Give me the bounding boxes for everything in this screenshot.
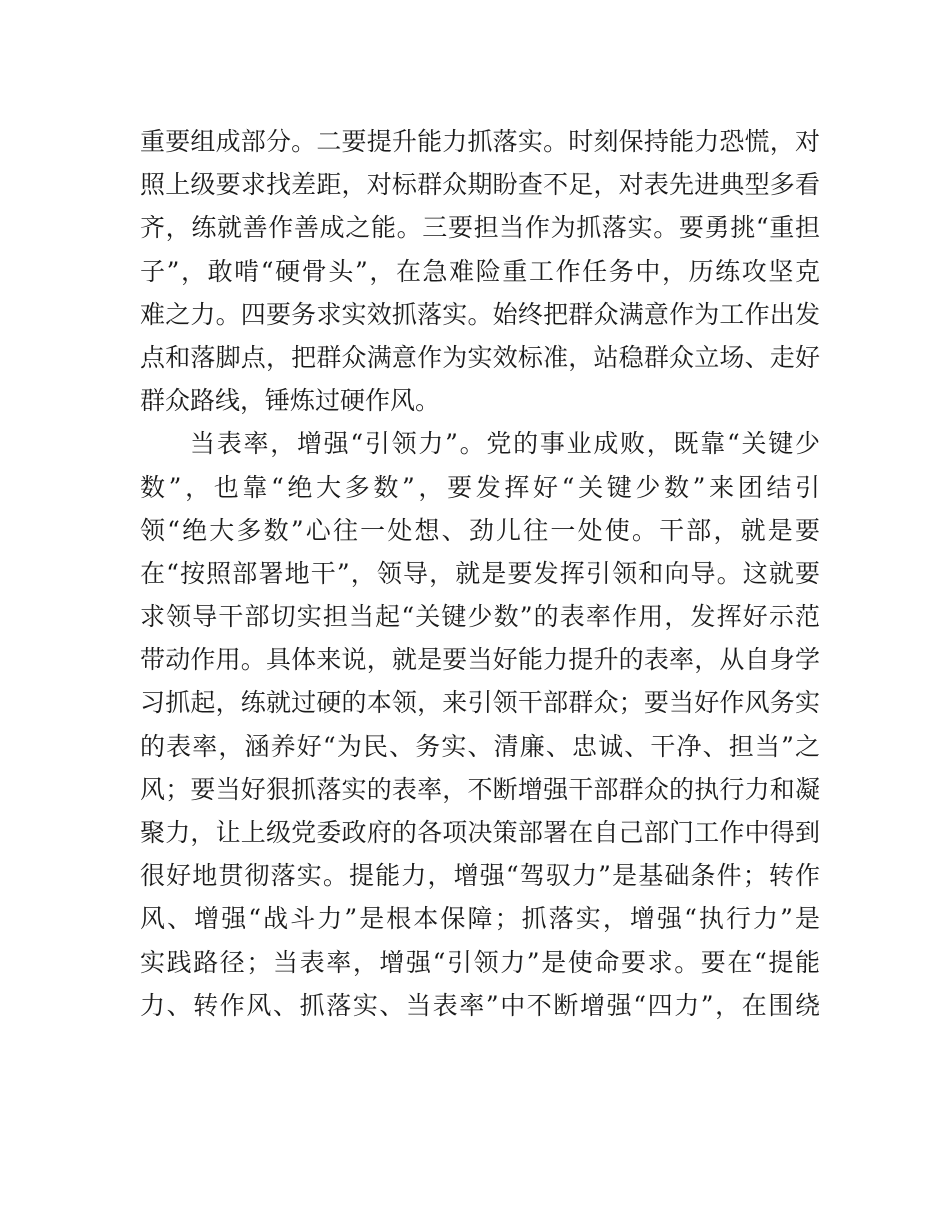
text-line: 习抓起，练就过硬的本领，来引领干部群众；要当好作风务实 [140, 688, 820, 718]
document-body [140, 120, 820, 1027]
text-line: 点和落脚点，把群众满意作为实效标准，站稳群众立场、走好 [140, 342, 820, 372]
text-line: 群众路线，锤炼过硬作风。 [140, 386, 441, 416]
text-line: 齐，练就善作善成之能。三要担当作为抓落实。要勇挑“重担 [140, 213, 820, 243]
text-line: 求领导干部切实担当起“关键少数”的表率作用，发挥好示范 [140, 602, 820, 632]
text-line: 照上级要求找差距，对标群众期盼查不足，对表先进典型多看 [140, 170, 820, 200]
text-line: 带动作用。具体来说，就是要当好能力提升的表率，从自身学 [140, 645, 820, 675]
text-line: 子”，敢啃“硬骨头”，在急难险重工作任务中，历练攻坚克 [140, 256, 820, 286]
text-line: 力、转作风、抓落实、当表率”中不断增强“四力”，在围绕 [140, 990, 820, 1020]
text-line: 风；要当好狠抓落实的表率，不断增强干部群众的执行力和凝 [140, 774, 820, 804]
text-line: 风、增强“战斗力”是根本保障；抓落实，增强“执行力”是 [140, 904, 820, 934]
text-line: 当表率，增强“引领力”。党的事业成败，既靠“关键少 [190, 429, 820, 459]
text-line: 数”，也靠“绝大多数”，要发挥好“关键少数”来团结引 [140, 472, 820, 502]
text-line: 在“按照部署地干”，领导，就是要发挥引领和向导。这就要 [140, 558, 820, 588]
paragraph-1 [140, 120, 820, 422]
text-line: 的表率，涵养好“为民、务实、清廉、忠诚、干净、担当”之 [140, 731, 820, 761]
text-line: 重要组成部分。二要提升能力抓落实。时刻保持能力恐慌，对 [140, 127, 820, 156]
text-line: 聚力，让上级党委政府的各项决策部署在自己部门工作中得到 [140, 818, 820, 847]
paragraph-2 [140, 422, 820, 1027]
text-line: 很好地贯彻落实。提能力，增强“驾驭力”是基础条件；转作 [140, 861, 820, 891]
text-line: 实践路径；当表率，增强“引领力”是使命要求。要在“提能 [140, 947, 820, 977]
text-line: 领“绝大多数”心往一处想、劲儿往一处使。干部，就是要 [140, 515, 820, 545]
text-line: 难之力。四要务求实效抓落实。始终把群众满意作为工作出发 [140, 299, 820, 329]
